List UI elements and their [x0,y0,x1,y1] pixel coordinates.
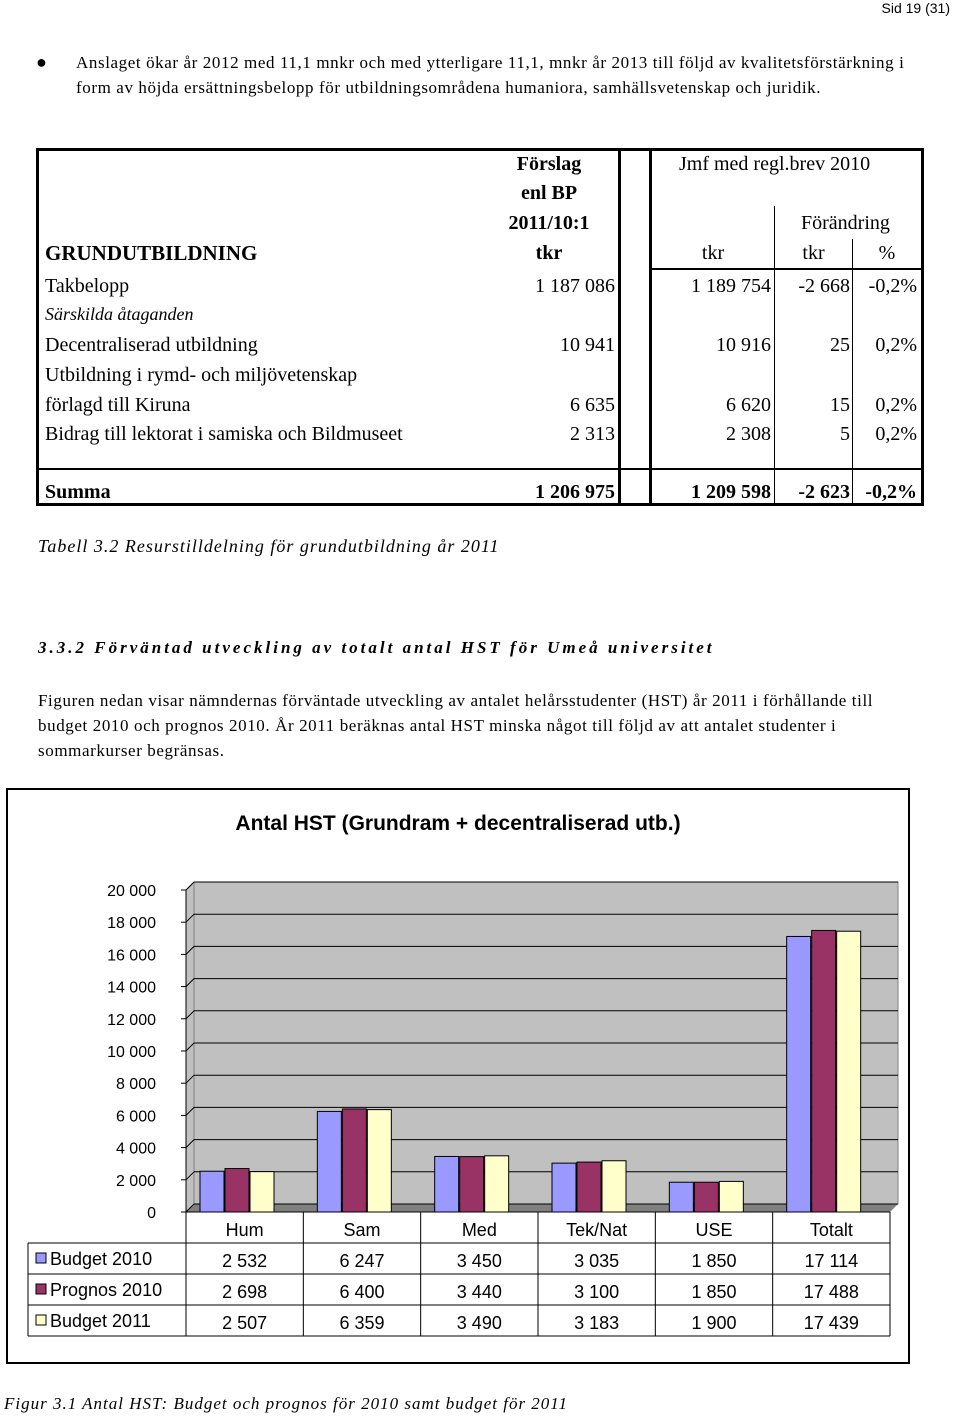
bar [669,1182,693,1212]
data-label: 1 850 [691,1251,737,1271]
data-label: 17 114 [804,1251,859,1271]
bar [460,1157,484,1212]
legend-key [36,1253,46,1263]
total-change: -2 623 [798,481,850,503]
row-label: Takbelopp [45,275,130,297]
total-pct: -0,2% [865,481,917,503]
compare-header: Jmf med regl.brev 2010 [679,153,871,175]
row-pct: 0,2% [875,423,917,445]
bar [719,1181,743,1212]
row-label: förlagd till Kiruna [45,394,191,416]
data-label: 3 440 [456,1282,502,1302]
row-change: -2 668 [798,275,850,297]
bar [342,1109,366,1212]
row-label: Särskilda åtaganden [45,304,194,324]
data-label: 3 183 [574,1313,620,1333]
y-tick-label: 6 000 [115,1108,156,1126]
row-label: Decentraliserad utbildning [45,334,258,356]
bullet-icon: ● [36,52,47,72]
category-label: Hum [225,1220,264,1240]
bar [552,1163,576,1212]
proposal-header-unit: tkr [535,242,563,264]
data-label: 3 450 [456,1251,502,1271]
data-label: 17 439 [803,1313,859,1333]
row-pct: 0,2% [875,394,917,416]
legend-label: Prognos 2010 [50,1280,163,1300]
bar [250,1172,274,1212]
data-label: 2 698 [222,1282,268,1302]
row-proposal: 2 313 [570,423,615,445]
section-heading: 3.3.2 Förväntad utveckling av totalt antal HST för Umeå universitet [38,638,715,657]
y-tick-label: 4 000 [115,1140,156,1158]
section-title: GRUNDUTBILDNING [45,241,258,265]
page-number: Sid 19 (31) [881,0,950,16]
bar [787,936,811,1212]
figure-caption: Figur 3.1 Antal HST: Budget och prognos för 2010 samt budget för 2011 [4,1394,569,1413]
total-budget2010: 1 209 598 [691,481,771,503]
bar [435,1156,459,1212]
row-budget2010: 2 308 [726,423,771,445]
row-proposal: 6 635 [570,394,615,416]
data-label: 3 100 [574,1282,620,1302]
row-proposal: 10 941 [560,334,615,356]
change-header: Förändring [801,212,890,234]
category-label: Tek/Nat [566,1220,628,1240]
data-label: 6 247 [339,1251,385,1271]
y-tick-label: 18 000 [107,915,156,933]
unit-2010: tkr [701,242,725,264]
legend-label: Budget 2011 [50,1311,151,1331]
data-label: 3 035 [574,1251,620,1271]
bar [837,931,861,1212]
total-label: Summa [45,481,111,503]
total-proposal: 1 206 975 [535,481,615,503]
data-label: 2 507 [222,1313,268,1333]
bar [577,1162,601,1212]
data-label: 17 488 [803,1282,859,1302]
row-label: Utbildning i rymd- och miljövetenskap [45,364,358,386]
category-label: Sam [343,1220,381,1240]
category-label: Totalt [809,1220,853,1240]
bar [694,1182,718,1212]
legend-key [36,1315,46,1325]
bar [485,1156,509,1212]
bar [602,1161,626,1212]
bar [812,930,836,1212]
bullet-paragraph: Anslaget ökar år 2012 med 11,1 mnkr och med ytterligare 11,1, mnkr år 2013 till följd av kvalitetsförstärkning i form av höjda ersättningsbelopp för utbildningsområdena humaniora, samhällsvetenskap och juridik. [76,53,905,97]
row-change: 5 [840,423,850,445]
row-budget2010: 1 189 754 [691,275,771,297]
y-tick-label: 12 000 [107,1011,156,1029]
data-label: 3 490 [456,1313,502,1333]
unit-change: tkr [802,242,825,264]
row-budget2010: 10 916 [716,334,771,356]
data-label: 1 900 [691,1313,737,1333]
proposal-header-line2: enl BP [520,182,578,204]
row-change: 15 [830,394,850,416]
table-caption: Tabell 3.2 Resurstilldelning för grundutbildning år 2011 [38,536,500,556]
chart-title: Antal HST (Grundram + decentraliserad utb.) [235,812,681,835]
y-tick-label: 16 000 [107,947,156,965]
row-change: 25 [830,334,850,356]
y-tick-label: 20 000 [107,883,156,900]
body-paragraph: Figuren nedan visar nämndernas förväntade utveckling av antalet helårsstudenter (HST) år 2011 i förhållande till budget 2010 och prognos 2010. År 2011 beräknas antal HST minska något till följd av att antalet studenter i sommarkurser begränsas. [38,691,874,760]
y-tick-label: 10 000 [107,1044,156,1061]
legend-label: Budget 2010 [50,1249,153,1269]
data-label: 2 532 [222,1251,268,1271]
row-budget2010: 6 620 [726,394,771,416]
data-label: 6 359 [339,1313,385,1333]
y-tick-label: 14 000 [107,979,156,997]
data-label: 6 400 [339,1282,385,1302]
category-label: USE [695,1220,733,1240]
unit-pct: % [878,242,896,264]
bar [317,1111,341,1212]
category-label: Med [461,1220,497,1240]
y-tick-label: 0 [147,1205,156,1222]
row-label: Bidrag till lektorat i samiska och Bildmuseet [45,423,403,445]
proposal-header-line3: 2011/10:1 [508,212,590,234]
bar [367,1110,391,1212]
row-proposal: 1 187 086 [535,275,615,297]
y-tick-label: 8 000 [115,1076,156,1094]
bar [200,1171,224,1212]
data-label: 1 850 [691,1282,737,1302]
legend-key [36,1284,46,1294]
bar [225,1169,249,1212]
proposal-header-line1: Förslag [516,153,582,175]
y-tick-label: 2 000 [115,1172,156,1190]
row-pct: 0,2% [875,334,917,356]
row-pct: -0,2% [868,275,917,297]
